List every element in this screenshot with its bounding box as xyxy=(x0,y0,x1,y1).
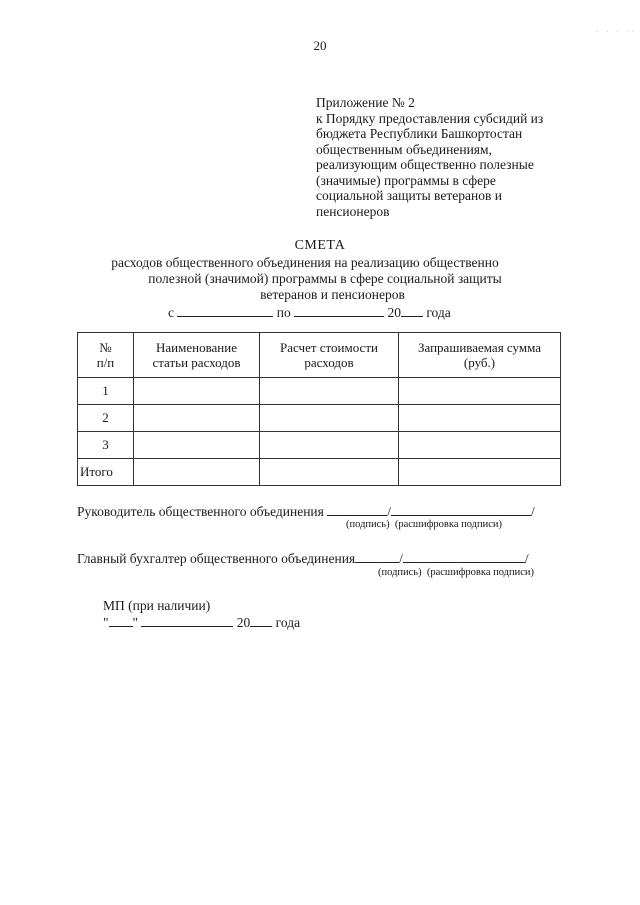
caption-decode: (расшифровка подписи) xyxy=(394,519,503,530)
head-signature-decode-blank[interactable] xyxy=(391,503,531,516)
appendix-line: к Порядку предоставления субсидий из xyxy=(316,110,544,126)
head-signature-blank[interactable] xyxy=(327,503,387,516)
stamp-year-prefix: 20 xyxy=(236,615,251,630)
total-label: Итого xyxy=(78,459,134,486)
accountant-signature-line xyxy=(77,550,529,567)
caption-decode: (расшифровка подписи) xyxy=(426,567,535,578)
period-year-blank[interactable] xyxy=(401,304,423,317)
quote: " xyxy=(103,615,109,630)
row-number: 1 xyxy=(78,378,134,405)
stamp-label: МП (при наличии) xyxy=(103,598,211,613)
slash: / xyxy=(387,504,392,519)
header-number xyxy=(78,333,134,378)
head-signature-caption xyxy=(346,519,502,530)
appendix-line: реализующим общественно полезные xyxy=(316,157,534,172)
header-text: Запрашиваемая сумма xyxy=(417,340,541,355)
header-text: Расчет стоимости xyxy=(280,340,378,355)
cell-requested-sum[interactable] xyxy=(399,378,561,405)
header-requested-sum xyxy=(399,333,561,378)
header-text: (руб.) xyxy=(463,355,496,370)
quote: " xyxy=(132,615,139,630)
cell-item-name[interactable] xyxy=(134,432,260,459)
cell-item-name[interactable] xyxy=(134,378,260,405)
stamp-day-blank[interactable] xyxy=(109,614,133,627)
period-to-blank[interactable] xyxy=(294,304,384,317)
accountant-signature-blank[interactable] xyxy=(355,550,399,563)
cell-total-calc[interactable] xyxy=(260,459,399,486)
accountant-signature-decode-blank[interactable] xyxy=(403,550,525,563)
subtitle-line: полезной (значимой) программы в сфере социальной защиты xyxy=(148,271,502,286)
cell-cost-calc[interactable] xyxy=(260,432,399,459)
caption-sign: (подпись) xyxy=(346,519,390,530)
slash: / xyxy=(531,504,535,519)
cell-cost-calc[interactable] xyxy=(260,405,399,432)
stamp-year-blank[interactable] xyxy=(250,614,272,627)
period-line xyxy=(168,304,451,321)
row-number: 3 xyxy=(78,432,134,459)
period-year-prefix: 20 xyxy=(387,305,401,320)
scan-artifact-mark: · · · ·· xyxy=(596,28,637,36)
accountant-signature-caption xyxy=(378,567,534,578)
table-row xyxy=(78,405,561,432)
slash: / xyxy=(399,551,403,566)
document-subtitle xyxy=(0,255,640,303)
appendix-line: общественным объединениям, xyxy=(316,141,492,157)
cell-total-name[interactable] xyxy=(134,459,260,486)
header-text: расходов xyxy=(304,355,354,370)
page-number: 20 xyxy=(313,38,327,53)
head-signature-label: Руководитель общественного объединения xyxy=(77,504,324,519)
header-text: статьи расходов xyxy=(152,355,241,370)
appendix-line: пенсионеров xyxy=(316,203,390,219)
cell-item-name[interactable] xyxy=(134,405,260,432)
cell-requested-sum[interactable] xyxy=(399,405,561,432)
stamp-date-line xyxy=(103,614,300,631)
estimate-table xyxy=(77,332,561,486)
caption-sign: (подпись) xyxy=(378,567,422,578)
stamp-month-blank[interactable] xyxy=(141,614,233,627)
cell-requested-sum[interactable] xyxy=(399,432,561,459)
appendix-line: бюджета Республики Башкортостан xyxy=(316,126,523,141)
appendix-line: (значимые) программы в сфере xyxy=(316,172,496,188)
slash: / xyxy=(524,551,529,566)
header-item-name xyxy=(134,333,260,378)
period-from-blank[interactable] xyxy=(177,304,273,317)
subtitle-line: расходов общественного объединения на реализацию общественно xyxy=(111,255,499,270)
row-number: 2 xyxy=(78,405,134,432)
appendix-line: социальной защиты ветеранов и xyxy=(316,188,502,203)
cell-total-sum[interactable] xyxy=(399,459,561,486)
table-row xyxy=(78,378,561,405)
period-to-label: по xyxy=(276,305,291,320)
stamp-year-suffix: года xyxy=(275,615,301,630)
header-text: № xyxy=(99,340,112,355)
document-title: СМЕТА xyxy=(294,238,346,253)
header-text: п/п xyxy=(96,355,115,370)
header-cost-calc xyxy=(260,333,399,378)
appendix-line: Приложение № 2 xyxy=(316,95,415,110)
header-text: Наименование xyxy=(156,340,237,355)
period-from-label: с xyxy=(168,305,174,320)
table-total-row xyxy=(78,459,561,486)
appendix-header xyxy=(316,95,606,219)
period-year-suffix: года xyxy=(426,305,451,320)
table-row xyxy=(78,432,561,459)
accountant-signature-label: Главный бухгалтер общественного объединения xyxy=(77,551,356,566)
cell-cost-calc[interactable] xyxy=(260,378,399,405)
table-header-row xyxy=(78,333,561,378)
head-signature-line xyxy=(77,503,535,520)
subtitle-line: ветеранов и пенсионеров xyxy=(260,287,405,302)
